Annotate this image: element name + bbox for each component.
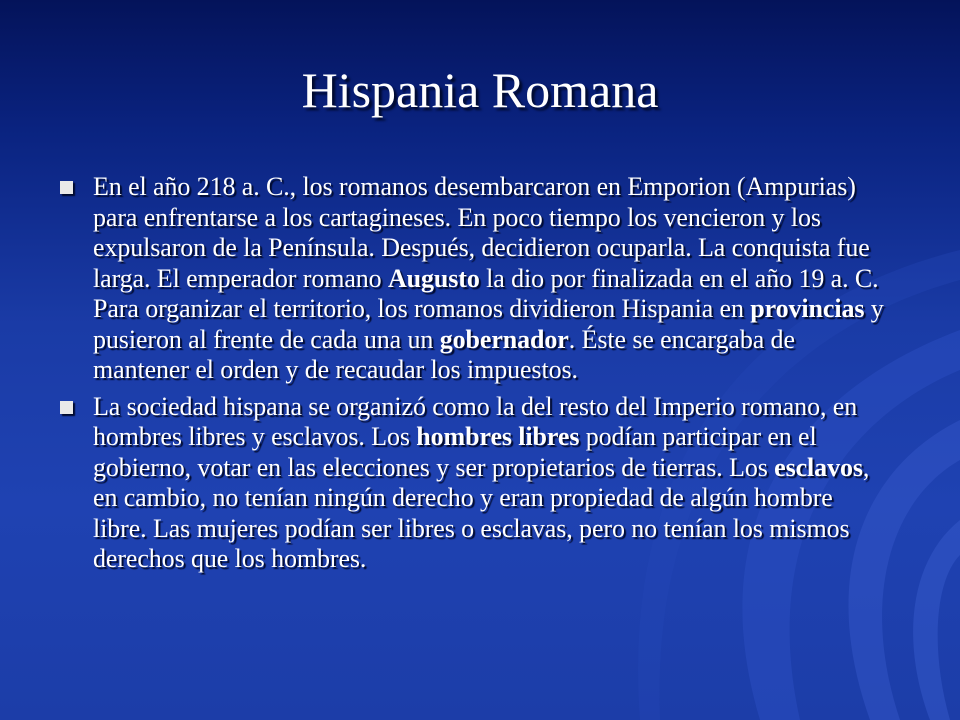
- text-segment: podían participar en el gobierno, votar en las elecciones y ser propietarios de tierras. Los: [93, 422, 817, 482]
- text-segment: . Éste se encargaba de mantener el orden y de recaudar los impuestos.: [93, 324, 795, 384]
- bullet-item: [60, 172, 890, 386]
- text-segment: , en cambio, no tenían ningún derecho y eran propiedad de algún hombre libre. Las mujeres podían ser libres o esclavas, pero no tenían los mismos derechos que los hombres.: [93, 452, 870, 573]
- bold-term: provincias: [750, 294, 865, 323]
- text-segment: y pusieron al frente de cada una un: [93, 294, 884, 354]
- bold-term: esclavos: [774, 452, 863, 482]
- text-segment: La sociedad hispana se organizó como la del resto del Imperio romano, en hombres libres y esclavos. Los: [93, 391, 858, 451]
- square-bullet-icon: [60, 181, 73, 194]
- bullet-list: [60, 172, 890, 581]
- bold-term: hombres libres: [416, 422, 580, 451]
- bullet-text: [93, 172, 890, 386]
- slide-title: Hispania Romana: [301, 62, 659, 118]
- text-segment: la dio por finalizada en el año 19 a. C. Para organizar el territorio, los romanos dividieron Hispania en: [93, 263, 879, 323]
- bold-term: Augusto: [387, 263, 480, 293]
- swoosh-band-3: [913, 520, 960, 720]
- bold-term: gobernador: [439, 324, 569, 354]
- text-segment: En el año 218 a. C., los romanos desembarcaron en Emporion (Ampurias) para enfrentarse a los cartagineses. En poco tiempo los vencieron y los expulsaron de la Península. Después, decidieron ocuparla. La conquista fue larga. El emperador romano: [93, 172, 870, 293]
- bullet-text: [93, 392, 890, 575]
- bullet-item: [60, 392, 890, 575]
- square-bullet-icon: [60, 401, 73, 414]
